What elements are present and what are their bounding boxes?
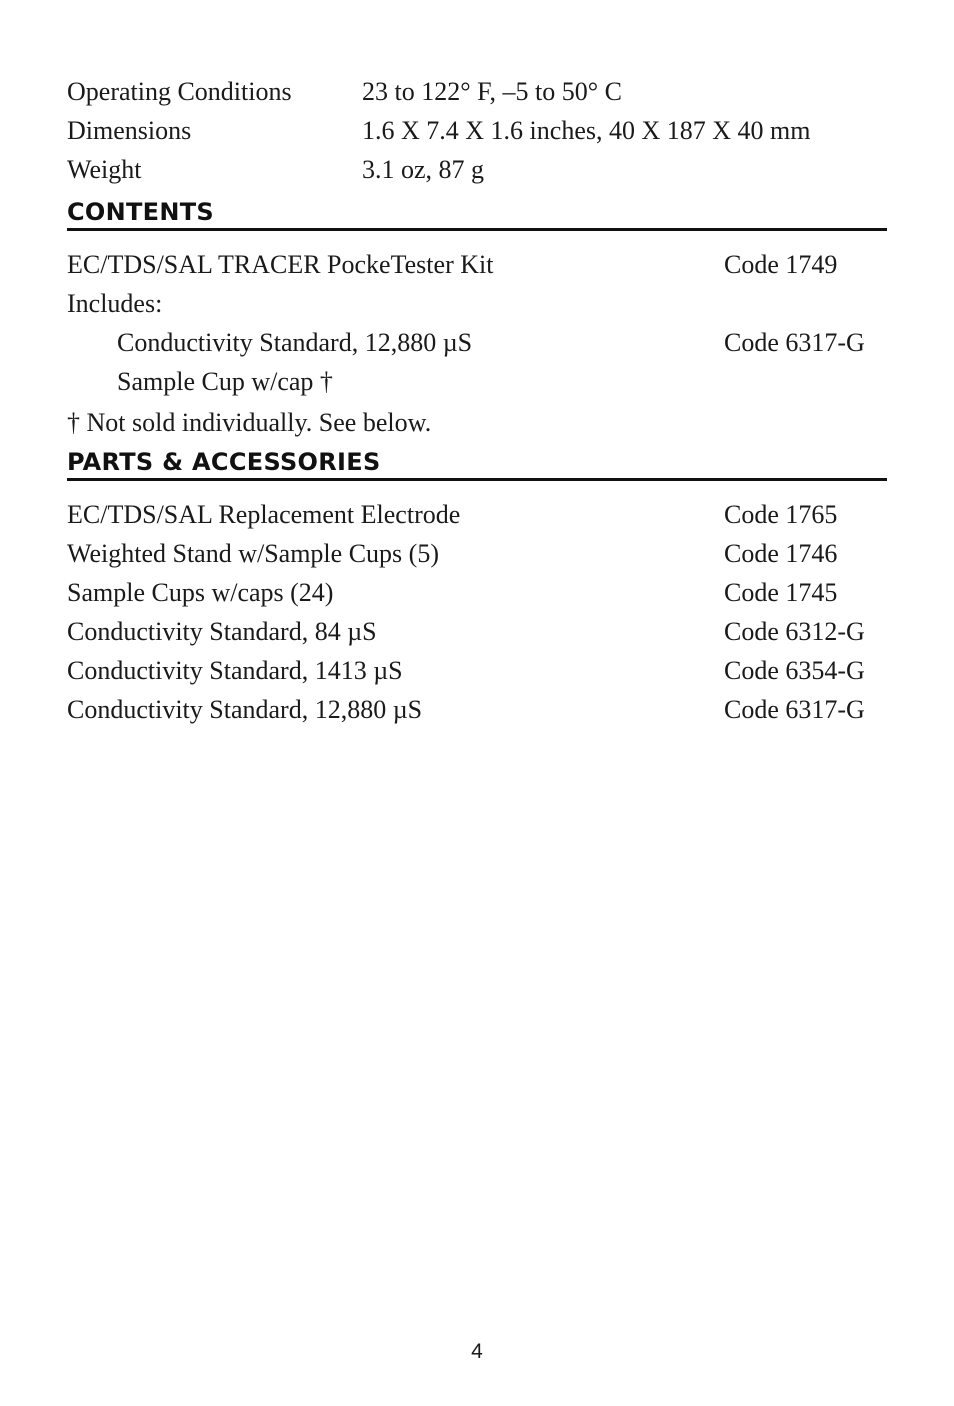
item-name: Conductivity Standard, 84 µS [67, 617, 377, 646]
list-item [67, 612, 887, 651]
list-item [67, 573, 887, 612]
spec-label: Weight [67, 155, 142, 184]
list-item [67, 534, 887, 573]
spec-row-operating-conditions [67, 72, 887, 111]
spec-value: 1.6 X 7.4 X 1.6 inches, 40 X 187 X 40 mm [362, 116, 811, 145]
specifications-table [67, 72, 887, 189]
spec-value: 3.1 oz, 87 g [362, 155, 485, 184]
item-name: Conductivity Standard, 12,880 µS [117, 328, 473, 357]
item-code: Code 6312-G [724, 617, 865, 646]
spec-label: Operating Conditions [67, 77, 292, 106]
list-item [67, 495, 887, 534]
includes-label: Includes: [67, 289, 163, 318]
footnote: † Not sold individually. See below. [67, 408, 432, 437]
contents-list [67, 245, 887, 401]
item-name: Weighted Stand w/Sample Cups (5) [67, 539, 439, 568]
spec-row-dimensions [67, 111, 887, 150]
item-name: Sample Cup w/cap † [117, 367, 333, 396]
parts-accessories-heading: PARTS & ACCESSORIES [67, 448, 887, 481]
contents-heading: CONTENTS [67, 198, 887, 231]
item-name: Sample Cups w/caps (24) [67, 578, 334, 607]
spec-value: 23 to 122° F, –5 to 50° C [362, 77, 622, 106]
item-name: Conductivity Standard, 1413 µS [67, 656, 403, 685]
list-item-kit [67, 245, 887, 284]
item-code: Code 1746 [724, 539, 838, 568]
item-name: EC/TDS/SAL Replacement Electrode [67, 500, 461, 529]
list-item-included [67, 362, 887, 401]
parts-list [67, 495, 887, 729]
list-item [67, 651, 887, 690]
includes-label-row [67, 284, 887, 323]
list-item-included [67, 323, 887, 362]
item-code: Code 6354-G [724, 656, 865, 685]
item-code: Code 1749 [724, 250, 838, 279]
item-code: Code 1765 [724, 500, 838, 529]
spec-label: Dimensions [67, 116, 192, 145]
item-code: Code 6317-G [724, 328, 865, 357]
page-number: 4 [471, 1340, 483, 1363]
item-code: Code 1745 [724, 578, 838, 607]
manual-page [67, 72, 887, 729]
item-code: Code 6317-G [724, 695, 865, 724]
list-item [67, 690, 887, 729]
spec-row-weight [67, 150, 887, 189]
item-name: EC/TDS/SAL TRACER PockeTester Kit [67, 250, 494, 279]
item-name: Conductivity Standard, 12,880 µS [67, 695, 423, 724]
